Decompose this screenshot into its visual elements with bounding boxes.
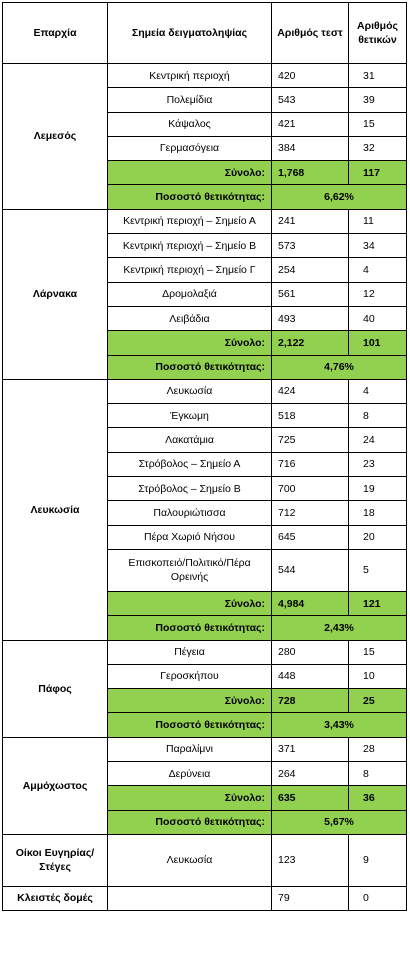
positives-cell: 4 [349,379,407,403]
positives-cell: 40 [349,306,407,330]
total-label: Σύνολο: [108,161,272,185]
header-points: Σημεία δειγματοληψίας [108,3,272,64]
tests-cell: 241 [272,209,349,233]
point-cell: Δρομολαξιά [108,282,272,306]
point-cell: Λευκωσία [108,834,272,886]
point-cell: Κεντρική περιοχή – Σημείο Α [108,209,272,233]
positives-cell: 18 [349,501,407,525]
point-cell: Λειβάδια [108,306,272,330]
positives-cell: 12 [349,282,407,306]
positivity-value: 6,62% [272,185,407,209]
point-cell: Γεροσκήπου [108,664,272,688]
point-cell: Γερμασόγεια [108,136,272,160]
province-cell: Λεμεσός [3,64,108,210]
point-cell: Κεντρική περιοχή – Σημείο Γ [108,258,272,282]
positives-cell: 32 [349,136,407,160]
point-cell: Πολεμίδια [108,88,272,112]
point-cell [108,886,272,910]
tests-cell: 371 [272,737,349,761]
province-cell: Πάφος [3,640,108,737]
tests-cell: 561 [272,282,349,306]
positives-cell: 5 [349,549,407,591]
positivity-label: Ποσοστό θετικότητας: [108,713,272,737]
positives-cell: 34 [349,234,407,258]
table-header-row [3,3,407,64]
point-cell: Παραλίμνι [108,737,272,761]
tests-cell: 700 [272,477,349,501]
total-tests: 4,984 [272,591,349,615]
positives-cell: 8 [349,404,407,428]
total-label: Σύνολο: [108,689,272,713]
positivity-label: Ποσοστό θετικότητας: [108,355,272,379]
total-positives: 25 [349,689,407,713]
positives-cell: 15 [349,112,407,136]
total-positives: 101 [349,331,407,355]
positives-cell: 28 [349,737,407,761]
table-row [3,379,407,403]
province-cell: Λευκωσία [3,379,108,640]
tests-cell: 264 [272,762,349,786]
point-cell: Επισκοπειό/Πολιτικό/Πέρα Ορεινής [108,549,272,591]
point-cell: Παλουριώτισσα [108,501,272,525]
point-cell: Στρόβολος – Σημείο Α [108,452,272,476]
point-cell: Πέγεια [108,640,272,664]
tests-cell: 384 [272,136,349,160]
positives-cell: 10 [349,664,407,688]
tests-cell: 645 [272,525,349,549]
point-cell: Λακατάμια [108,428,272,452]
point-cell: Δερύνεια [108,762,272,786]
positives-cell: 19 [349,477,407,501]
tests-cell: 420 [272,64,349,88]
province-cell: Κλειστές δομές [3,886,108,910]
positives-cell: 11 [349,209,407,233]
total-tests: 2,122 [272,331,349,355]
extra-row [3,834,407,886]
header-province: Επαρχία [3,3,108,64]
point-cell: Κεντρική περιοχή [108,64,272,88]
province-cell: Αμμόχωστος [3,737,108,834]
positives-cell: 15 [349,640,407,664]
tests-cell: 79 [272,886,349,910]
positivity-value: 3,43% [272,713,407,737]
positivity-value: 5,67% [272,810,407,834]
positivity-label: Ποσοστό θετικότητας: [108,616,272,640]
total-tests: 635 [272,786,349,810]
point-cell: Λευκωσία [108,379,272,403]
header-tests: Αριθμός τεστ [272,3,349,64]
province-cell: Οίκοι Ευγηρίας/Στέγες [3,834,108,886]
extra-row [3,886,407,910]
table-row [3,209,407,233]
total-positives: 36 [349,786,407,810]
total-tests: 728 [272,689,349,713]
tests-cell: 518 [272,404,349,428]
positives-cell: 39 [349,88,407,112]
tests-cell: 725 [272,428,349,452]
tests-cell: 421 [272,112,349,136]
positivity-label: Ποσοστό θετικότητας: [108,810,272,834]
tests-cell: 123 [272,834,349,886]
positives-cell: 9 [349,834,407,886]
total-label: Σύνολο: [108,331,272,355]
tests-cell: 424 [272,379,349,403]
positivity-label: Ποσοστό θετικότητας: [108,185,272,209]
tests-cell: 712 [272,501,349,525]
positives-cell: 24 [349,428,407,452]
total-label: Σύνολο: [108,591,272,615]
tests-cell: 543 [272,88,349,112]
positives-cell: 31 [349,64,407,88]
point-cell: Κάψαλος [108,112,272,136]
tests-cell: 716 [272,452,349,476]
total-positives: 121 [349,591,407,615]
tests-cell: 493 [272,306,349,330]
tests-cell: 544 [272,549,349,591]
positives-cell: 4 [349,258,407,282]
tests-cell: 573 [272,234,349,258]
positives-cell: 8 [349,762,407,786]
tests-cell: 254 [272,258,349,282]
total-label: Σύνολο: [108,786,272,810]
sampling-results-table [2,2,407,911]
point-cell: Κεντρική περιοχή – Σημείο Β [108,234,272,258]
tests-cell: 448 [272,664,349,688]
positives-cell: 0 [349,886,407,910]
table-row [3,640,407,664]
point-cell: Πέρα Χωριό Νήσου [108,525,272,549]
total-tests: 1,768 [272,161,349,185]
table-row [3,737,407,761]
table-row [3,64,407,88]
header-positives: Αριθμός θετικών [349,3,407,64]
positives-cell: 20 [349,525,407,549]
point-cell: Στρόβολος – Σημείο Β [108,477,272,501]
positives-cell: 23 [349,452,407,476]
province-cell: Λάρνακα [3,209,108,379]
total-positives: 117 [349,161,407,185]
positivity-value: 4,76% [272,355,407,379]
tests-cell: 280 [272,640,349,664]
positivity-value: 2,43% [272,616,407,640]
point-cell: Έγκωμη [108,404,272,428]
